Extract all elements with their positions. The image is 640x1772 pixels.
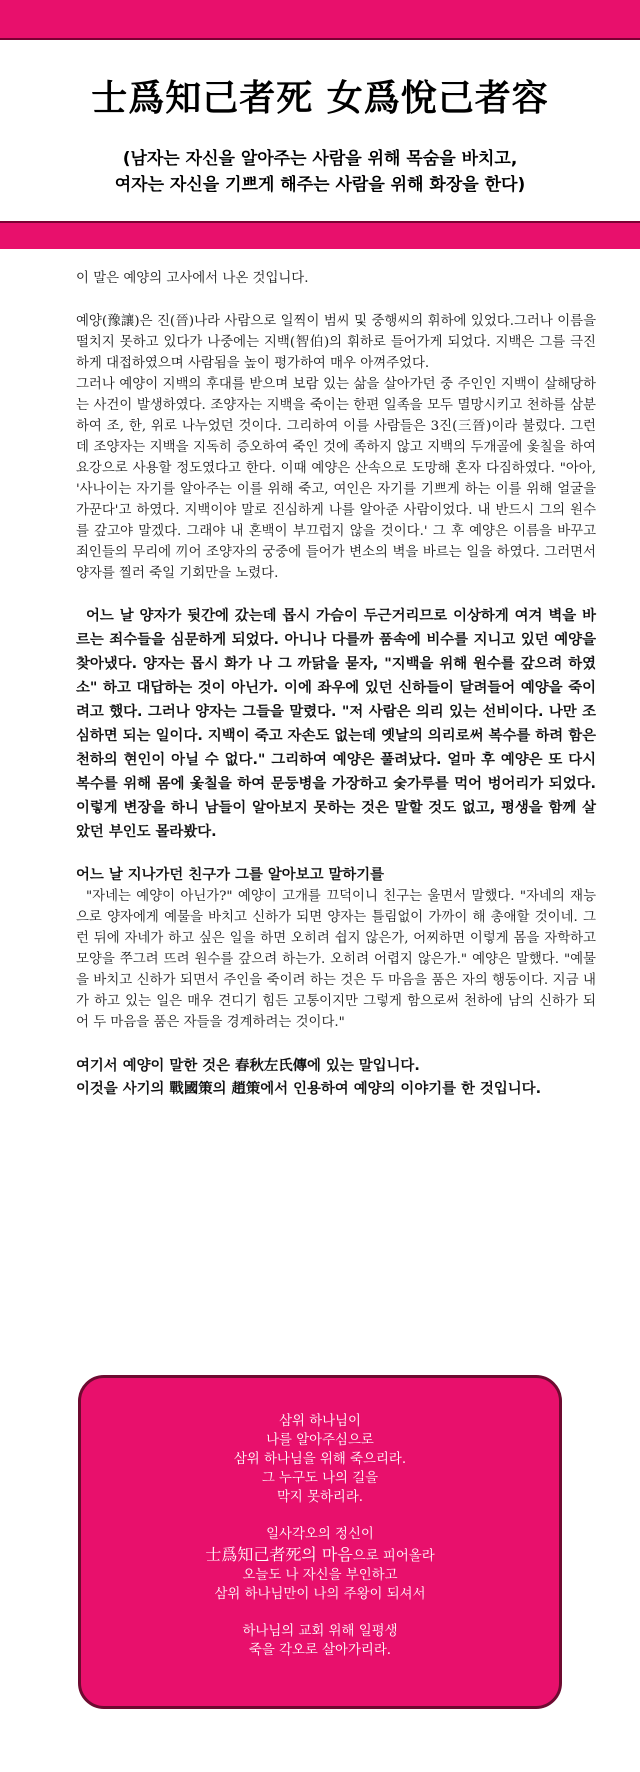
pledge-line: 삼위 하나님을 위해 죽으리라. [233, 1452, 407, 1467]
closing-line-2: 이것을 사기의 戰國策의 趙策에서 인용하여 예양의 이야기를 한 것입니다. [76, 1081, 542, 1097]
pledge-line: 일사각오의 정신이 [266, 1527, 374, 1542]
stanza-gap [81, 1604, 559, 1622]
pledge-line: 죽을 각오로 살아가리라. [248, 1643, 392, 1658]
pledge-line-emphasis [81, 1544, 559, 1566]
pledge-line: 삼위 하나님만이 나의 주왕이 되셔서 [214, 1587, 426, 1602]
article-body [76, 268, 596, 1101]
pledge-line: 그 누구도 나의 길을 [261, 1471, 379, 1486]
pledge-line: 나를 알아주심으로 [266, 1433, 374, 1448]
stanza-gap [81, 1507, 559, 1525]
closing-line-1: 여기서 예양이 말한 것은 春秋左氏傳에 있는 말입니다. [76, 1058, 420, 1074]
page-subtitle [20, 146, 620, 198]
subtitle-line-1: (남자는 자신을 알아주는 사람을 위해 목숨을 바치고, [122, 149, 518, 169]
bold-story-paragraph: 어느 날 양자가 뒷간에 갔는데 몹시 가슴이 두근거리므로 이상하게 여겨 벽을 바르는 죄수들을 심문하게 되었다. 아니나 다를까 품속에 비수를 지니고 있던 예양을 찾아냈다. 양자는 몹시 화가 나 그 까닭을 묻자, "지백을 위해 원수를 갚으려 하였소" 하고 대답하는 것이 아닌가. 이에 좌우에 있던 신하들이 달려들어 예양을 죽이려고 했다. 그러나 양자는 그들을 말렸다. "저 사람은 의리 있는 선비이다. 나만 조심하면 되는 일이다. 지백이 죽고 자손도 없는데 옛날의 의리로써 복수를 하려 함은 천하의 현인이 아닐 수 없다." 그리하여 예양은 풀려났다. 얼마 후 예양은 또 다시 복수를 위해 몸에 옻칠을 하여 문둥병을 가장하고 숯가루를 먹어 벙어리가 되었다. 이렇게 변장을 하니 남들이 알아보지 못하는 것은 말할 것도 없고, 평생을 함께 살았던 부인도 몰라봤다. [76, 608, 596, 840]
friend-paragraph: "자네는 예양이 아닌가?" 예양이 고개를 끄덕이니 친구는 울면서 말했다. "자네의 재능으로 양자에게 예물을 바치고 신하가 되면 양자는 틀림없이 가까이 해 총애할 것이네. 그런 뒤에 자네가 하고 싶은 일을 하면 오히려 쉽지 않은가, 어찌하면 이렇게 몸을 자학하고 모양을 쭈그려 뜨려 원수를 갚으려 하는가. 오히려 어렵지 않은가." 예양은 말했다. "예물을 바치고 신하가 되면서 주인을 죽이려 하는 것은 두 마음을 품은 자의 행동이다. 지금 내가 하고 있는 일은 매우 견디기 힘든 고통이지만 그렇게 함으로써 천하에 남의 신하가 되어 두 마음을 품은 자들을 경계하려는 것이다." [76, 889, 596, 1030]
pledge-emphasis-tail: 으로 피어올라 [352, 1549, 435, 1564]
intro-paragraph: 이 말은 예양의 고사에서 나온 것입니다. [76, 271, 309, 286]
pledge-line: 하나님의 교회 위해 일평생 [242, 1624, 398, 1639]
pledge-emphasis-text: 士爲知己者死의 마음 [205, 1545, 353, 1564]
pledge-line: 삼위 하나님이 [279, 1414, 361, 1429]
friend-heading: 어느 날 지나가던 친구가 그를 알아보고 말하기를 [76, 867, 385, 883]
pledge-line: 막지 못하리라. [276, 1490, 364, 1505]
subtitle-line-2: 여자는 자신을 기쁘게 해주는 사람을 위해 화장을 한다) [114, 175, 526, 195]
pledge-box [78, 1375, 562, 1709]
top-accent-bar [0, 0, 640, 40]
header-divider-bar [0, 221, 640, 249]
story-paragraph: 예양(豫讓)은 진(晉)나라 사람으로 일찍이 범씨 및 중행씨의 휘하에 있었다.그러나 이름을 떨치지 못하고 있다가 나중에는 지백(智伯)의 휘하로 들어가게 되었다. 지백은 그를 극진하게 대접하였으며 사람됨을 높이 평가하여 매우 아껴주었다. 그러나 예양이 지백의 후대를 받으며 보람 있는 삶을 살아가던 중 주인인 지백이 살해당하는 사건이 발생하였다. 조양자는 지백을 죽이는 한편 일족을 모두 멸망시키고 천하를 삼분하여 조, 한, 위로 나누었던 것이다. 그리하여 이를 사람들은 3진(三晉)이라 불렀다. 그런데 조양자는 지백을 지독히 증오하여 죽인 것에 족하지 않고 지백의 두개골에 옻칠을 하여 요강으로 사용할 정도였다고 한다. 이때 예양은 산속으로 도망해 혼자 다짐하였다. "아아, '사나이는 자기를 알아주는 이를 위해 죽고, 여인은 자기를 기쁘게 하는 이를 위해 얼굴을 가꾼다'고 하였다. 지백이야 말로 진심하게 나를 알아준 사람이었다. 내 반드시 그의 원수를 갚고야 말겠다. 그래야 내 혼백이 부끄럽지 않을 것이다.' 그 후 예양은 이름을 바꾸고 죄인들의 무리에 끼어 조양자의 궁중에 들어가 변소의 벽을 바르는 일을 하였다. 그러면서 양자를 찔러 죽일 기회만을 노렸다. [76, 314, 596, 581]
page-title: 士爲知己者死 女爲悅己者容 [91, 78, 549, 119]
pledge-line: 오늘도 나 자신을 부인하고 [242, 1568, 398, 1583]
